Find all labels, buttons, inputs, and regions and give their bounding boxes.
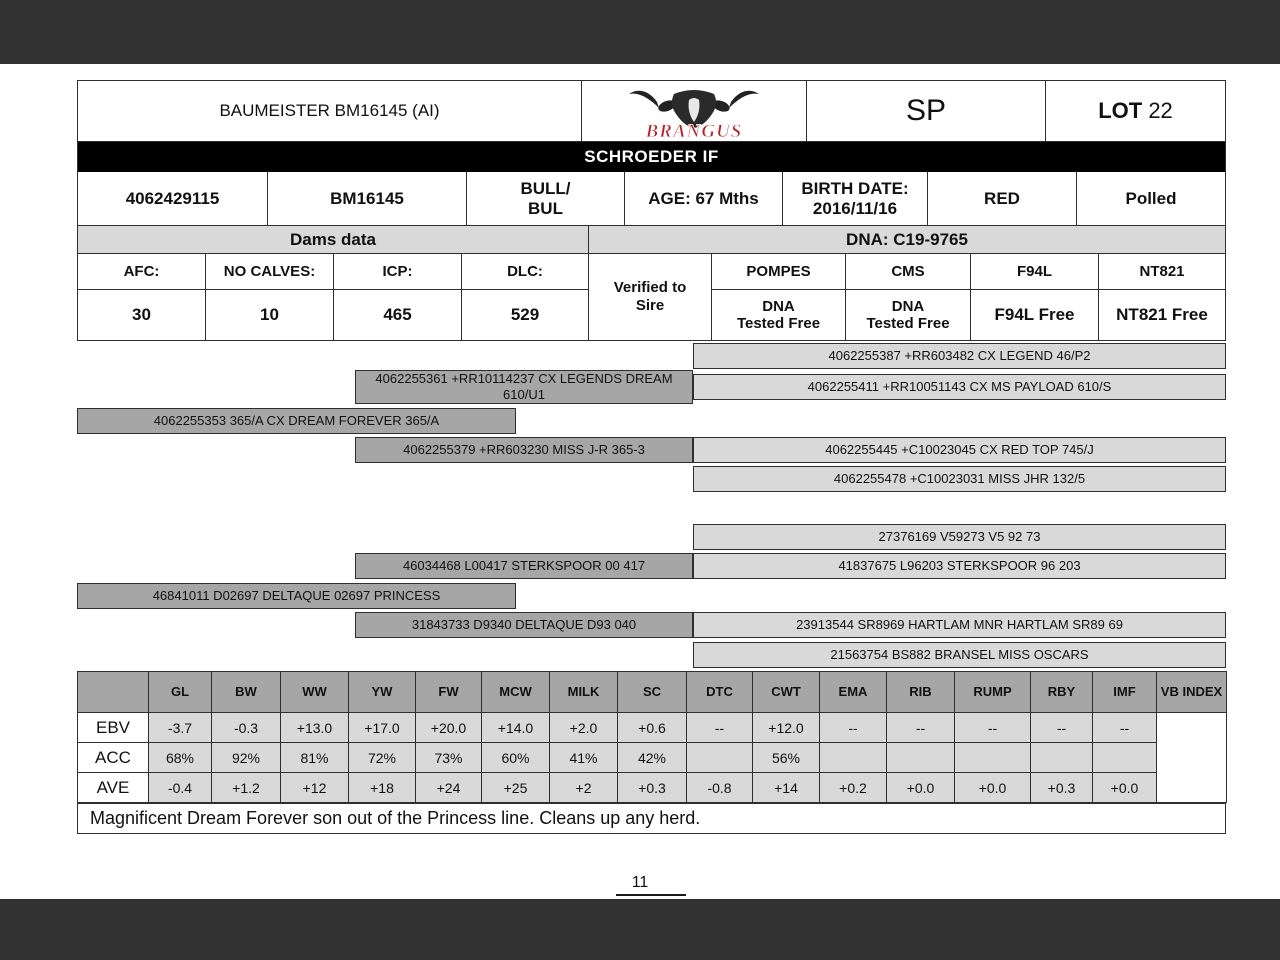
ebv-cell: +12.0 bbox=[753, 713, 820, 743]
ebv-cell: +14.0 bbox=[482, 713, 550, 743]
ebv-col-blank bbox=[78, 672, 149, 713]
comment-box: Magnificent Dream Forever son out of the Princess line. Cleans up any herd. bbox=[77, 803, 1226, 834]
stud-code: SP bbox=[807, 81, 1046, 141]
ebv-col-milk: MILK bbox=[550, 672, 618, 713]
pedigree-box-dam-gen2a: 46034468 L00417 STERKSPOOR 00 417 bbox=[355, 553, 693, 579]
icp-value: 465 bbox=[383, 305, 412, 325]
ebv-cell: -3.7 bbox=[149, 713, 212, 743]
page-number-underline bbox=[616, 894, 686, 896]
dams-data-table bbox=[78, 254, 1225, 340]
pedigree-box-sire-gen3d: 4062255478 +C10023031 MISS JHR 132/5 bbox=[693, 466, 1226, 492]
pedigree-box-sire-gen3c: 4062255445 +C10023045 CX RED TOP 745/J bbox=[693, 437, 1226, 463]
cms-value bbox=[846, 290, 970, 340]
acc-cell: 68% bbox=[149, 743, 212, 773]
afc-value: 30 bbox=[132, 305, 151, 325]
ebv-col-rby: RBY bbox=[1031, 672, 1093, 713]
sex-line2: BUL bbox=[528, 198, 563, 218]
ebv-col-rib: RIB bbox=[887, 672, 955, 713]
pompes-label: POMPES bbox=[712, 254, 845, 290]
acc-cell: 41% bbox=[550, 743, 618, 773]
ebv-col-cwt: CWT bbox=[753, 672, 820, 713]
ave-cell: +24 bbox=[416, 773, 482, 803]
ebv-row bbox=[78, 713, 1227, 743]
f94l-label: F94L bbox=[971, 254, 1098, 290]
no-calves-column bbox=[206, 254, 334, 340]
pedigree-box-dam-gen2b: 31843733 D9340 DELTAQUE D93 040 bbox=[355, 612, 693, 638]
ave-cell: +25 bbox=[482, 773, 550, 803]
nt821-label: NT821 bbox=[1099, 254, 1225, 290]
ave-cell: +0.0 bbox=[955, 773, 1031, 803]
ebv-cell: -- bbox=[1031, 713, 1093, 743]
ebv-col-fw: FW bbox=[416, 672, 482, 713]
cms-value-line2: Tested Free bbox=[866, 315, 950, 332]
ave-row-label: AVE bbox=[78, 773, 149, 803]
pompes-column bbox=[712, 254, 846, 340]
ebv-cell: +20.0 bbox=[416, 713, 482, 743]
verified-to-sire-column bbox=[589, 254, 712, 340]
ebv-cell: +2.0 bbox=[550, 713, 618, 743]
identity-row bbox=[78, 172, 1225, 226]
acc-cell bbox=[887, 743, 955, 773]
ave-cell: +0.0 bbox=[887, 773, 955, 803]
acc-cell: 72% bbox=[349, 743, 416, 773]
pedigree-box-sire-gen3a: 4062255387 +RR603482 CX LEGEND 46/P2 bbox=[693, 343, 1226, 369]
ebv-col-mcw: MCW bbox=[482, 672, 550, 713]
verified-line1: Verified to bbox=[613, 279, 687, 296]
pedigree-box-dam-gen3c: 23913544 SR8969 HARTLAM MNR HARTLAM SR89 69 bbox=[693, 612, 1226, 638]
ave-cell: +0.2 bbox=[820, 773, 887, 803]
acc-cell: 42% bbox=[618, 743, 687, 773]
dna-header: DNA: C19-9765 bbox=[589, 226, 1225, 253]
ebv-col-rump: RUMP bbox=[955, 672, 1031, 713]
bull-horn-left-icon bbox=[629, 91, 659, 108]
poll-status-cell: Polled bbox=[1125, 188, 1177, 208]
pedigree-box-sire-gen2b: 4062255379 +RR603230 MISS J-R 365-3 bbox=[355, 437, 693, 463]
ebv-col-ww: WW bbox=[281, 672, 349, 713]
no-calves-value: 10 bbox=[260, 305, 279, 325]
acc-cell bbox=[955, 743, 1031, 773]
vb-index-cell bbox=[1157, 713, 1227, 803]
ave-cell: +0.3 bbox=[1031, 773, 1093, 803]
ebv-col-gl: GL bbox=[149, 672, 212, 713]
ebv-col-bw: BW bbox=[212, 672, 281, 713]
ebv-cell: +0.6 bbox=[618, 713, 687, 743]
ave-cell: +14 bbox=[753, 773, 820, 803]
ave-cell: +2 bbox=[550, 773, 618, 803]
verified-to-sire-cell bbox=[589, 254, 711, 340]
ebv-col-ema: EMA bbox=[820, 672, 887, 713]
lot-info-table bbox=[77, 80, 1226, 341]
pedigree-box-dam-gen3a: 27376169 V59273 V5 92 73 bbox=[693, 524, 1226, 550]
age-cell: AGE: 67 Mths bbox=[625, 172, 783, 225]
nt821-value bbox=[1099, 290, 1225, 340]
acc-cell: 81% bbox=[281, 743, 349, 773]
ebv-table bbox=[77, 671, 1227, 803]
top-bar bbox=[0, 0, 1280, 64]
ebv-cell: -- bbox=[687, 713, 753, 743]
f94l-value bbox=[971, 290, 1098, 340]
ebv-col-dtc: DTC bbox=[687, 672, 753, 713]
ebv-cell: -- bbox=[955, 713, 1031, 743]
verified-line2: Sire bbox=[635, 297, 665, 314]
ebv-cell: -0.3 bbox=[212, 713, 281, 743]
dlc-value: 529 bbox=[510, 305, 540, 325]
ave-cell: -0.8 bbox=[687, 773, 753, 803]
animal-name-bar: SCHROEDER IF bbox=[78, 142, 1225, 172]
acc-cell bbox=[820, 743, 887, 773]
ave-cell: +18 bbox=[349, 773, 416, 803]
ave-row bbox=[78, 773, 1227, 803]
f94l-value-line1: F94L Free bbox=[994, 305, 1075, 325]
birth-date-label: BIRTH DATE: bbox=[801, 178, 909, 198]
acc-cell: 60% bbox=[482, 743, 550, 773]
ebv-cell: -- bbox=[1093, 713, 1157, 743]
acc-cell: 73% bbox=[416, 743, 482, 773]
ebv-cell: -- bbox=[887, 713, 955, 743]
lot-badge bbox=[1046, 81, 1225, 141]
pedigree-box-dam-gen3d: 21563754 BS882 BRANSEL MISS OSCARS bbox=[693, 642, 1226, 668]
afc-column bbox=[78, 254, 206, 340]
f94l-column bbox=[971, 254, 1099, 340]
ebv-row-label: EBV bbox=[78, 713, 149, 743]
colour-cell: RED bbox=[928, 172, 1077, 225]
ebv-cell: +13.0 bbox=[281, 713, 349, 743]
bull-horn-right-icon bbox=[729, 91, 759, 108]
pompes-value-line2: Tested Free bbox=[736, 315, 821, 332]
birth-date-cell bbox=[783, 172, 928, 225]
ebv-cell: +17.0 bbox=[349, 713, 416, 743]
pompes-value-line1: DNA bbox=[762, 297, 795, 315]
header-row bbox=[78, 81, 1225, 142]
ebv-col-sc: SC bbox=[618, 672, 687, 713]
bottom-bar bbox=[0, 899, 1280, 960]
cms-value-line1: DNA bbox=[891, 297, 925, 315]
pedigree-box-sire-gen3b: 4062255411 +RR10051143 CX MS PAYLOAD 610/S bbox=[693, 374, 1226, 400]
acc-cell bbox=[687, 743, 753, 773]
cms-label: CMS bbox=[846, 254, 970, 290]
pedigree-box-sire-gen2a: 4062255361 +RR10114237 CX LEGENDS DREAM 610/U1 bbox=[355, 370, 693, 404]
ave-cell: -0.4 bbox=[149, 773, 212, 803]
pompes-value bbox=[712, 290, 845, 340]
ave-cell: +12 bbox=[281, 773, 349, 803]
no-calves-label: NO CALVES: bbox=[206, 254, 333, 290]
icp-label: ICP: bbox=[334, 254, 461, 290]
acc-row-label: ACC bbox=[78, 743, 149, 773]
ebv-cell: -- bbox=[820, 713, 887, 743]
pedigree-box-dam-gen1: 46841011 D02697 DELTAQUE 02697 PRINCESS bbox=[77, 583, 516, 609]
dlc-column bbox=[462, 254, 589, 340]
lot-number: 22 bbox=[1148, 98, 1173, 123]
pedigree-box-sire-gen1: 4062255353 365/A CX DREAM FOREVER 365/A bbox=[77, 408, 516, 434]
afc-label: AFC: bbox=[78, 254, 205, 290]
icp-column bbox=[334, 254, 462, 340]
ebv-col-yw: YW bbox=[349, 672, 416, 713]
cms-column bbox=[846, 254, 971, 340]
ave-cell: +0.3 bbox=[618, 773, 687, 803]
nt821-value-line1: NT821 Free bbox=[1116, 305, 1208, 325]
page-number: 11 bbox=[631, 874, 649, 891]
reg-number: 4062429115 bbox=[78, 172, 268, 225]
ebv-col-imf: IMF bbox=[1093, 672, 1157, 713]
acc-cell bbox=[1093, 743, 1157, 773]
animal-title: BAUMEISTER BM16145 (AI) bbox=[78, 81, 582, 141]
birth-date-value: 2016/11/16 bbox=[812, 198, 898, 218]
ave-cell: +0.0 bbox=[1093, 773, 1157, 803]
sex-line1: BULL/ bbox=[520, 178, 571, 198]
brangus-logo bbox=[619, 82, 769, 140]
section-header-row bbox=[78, 226, 1225, 254]
logo-cell bbox=[582, 81, 807, 141]
nt821-column bbox=[1099, 254, 1225, 340]
sex-cell bbox=[467, 172, 625, 225]
dlc-label: DLC: bbox=[462, 254, 588, 290]
tag-number: BM16145 bbox=[268, 172, 467, 225]
acc-cell: 56% bbox=[753, 743, 820, 773]
acc-row bbox=[78, 743, 1227, 773]
ave-cell: +1.2 bbox=[212, 773, 281, 803]
acc-cell bbox=[1031, 743, 1093, 773]
ebv-header-row bbox=[78, 672, 1227, 713]
brangus-logo-text: BRANGUS bbox=[645, 121, 743, 140]
ebv-col-vb-index: VB INDEX bbox=[1157, 672, 1227, 713]
lot-label: LOT bbox=[1098, 98, 1143, 123]
dams-data-header: Dams data bbox=[78, 226, 589, 253]
pedigree-box-dam-gen3b: 41837675 L96203 STERKSPOOR 96 203 bbox=[693, 553, 1226, 579]
acc-cell: 92% bbox=[212, 743, 281, 773]
